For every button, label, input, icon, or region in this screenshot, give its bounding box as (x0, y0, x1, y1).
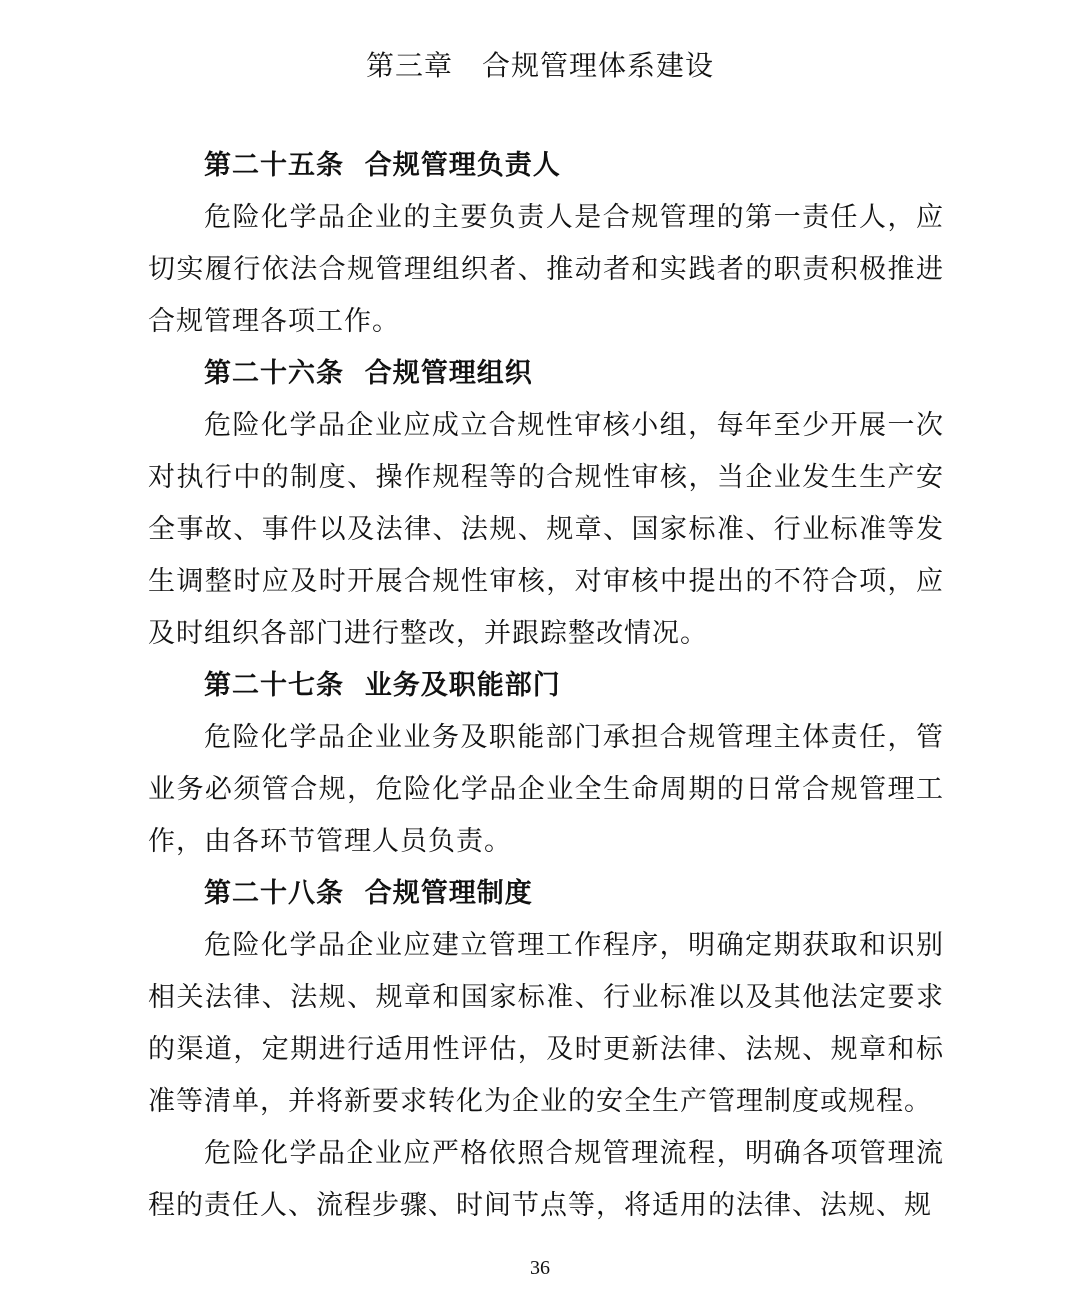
article-paragraph: 危险化学品企业的主要负责人是合规管理的第一责任人，应切实履行依法合规管理组织者、推动者和实践者的职责积极推进合规管理各项工作。 (148, 202, 944, 337)
article-heading: 第二十五条 合规管理负责人 (204, 150, 561, 181)
article-paragraph: 危险化学品企业业务及职能部门承担合规管理主体责任，管业务必须管合规，危险化学品企业全生命周期的日常合规管理工作，由各环节管理人员负责。 (148, 722, 944, 857)
document-body (148, 140, 944, 1232)
article-paragraph: 危险化学品企业应建立管理工作程序，明确定期获取和识别相关法律、法规、规章和国家标准、行业标准以及其他法定要求的渠道，定期进行适用性评估，及时更新法律、法规、规章和标准等清单，并将新要求转化为企业的安全生产管理制度或规程。 (148, 930, 944, 1117)
article-heading: 第二十六条 合规管理组织 (204, 358, 533, 389)
chapter-title: 第三章 合规管理体系建设 (365, 49, 714, 82)
article-paragraph: 危险化学品企业应成立合规性审核小组，每年至少开展一次对执行中的制度、操作规程等的合规性审核，当企业发生生产安全事故、事件以及法律、法规、规章、国家标准、行业标准等发生调整时应及时开展合规性审核，对审核中提出的不符合项，应及时组织各部门进行整改，并跟踪整改情况。 (148, 410, 944, 649)
page-number: 36 (530, 1257, 550, 1279)
article-heading: 第二十七条 业务及职能部门 (204, 670, 561, 701)
article-paragraph: 危险化学品企业应严格依照合规管理流程，明确各项管理流程的责任人、流程步骤、时间节点等，将适用的法律、法规、规 (148, 1138, 944, 1221)
article-heading: 第二十八条 合规管理制度 (204, 878, 533, 909)
